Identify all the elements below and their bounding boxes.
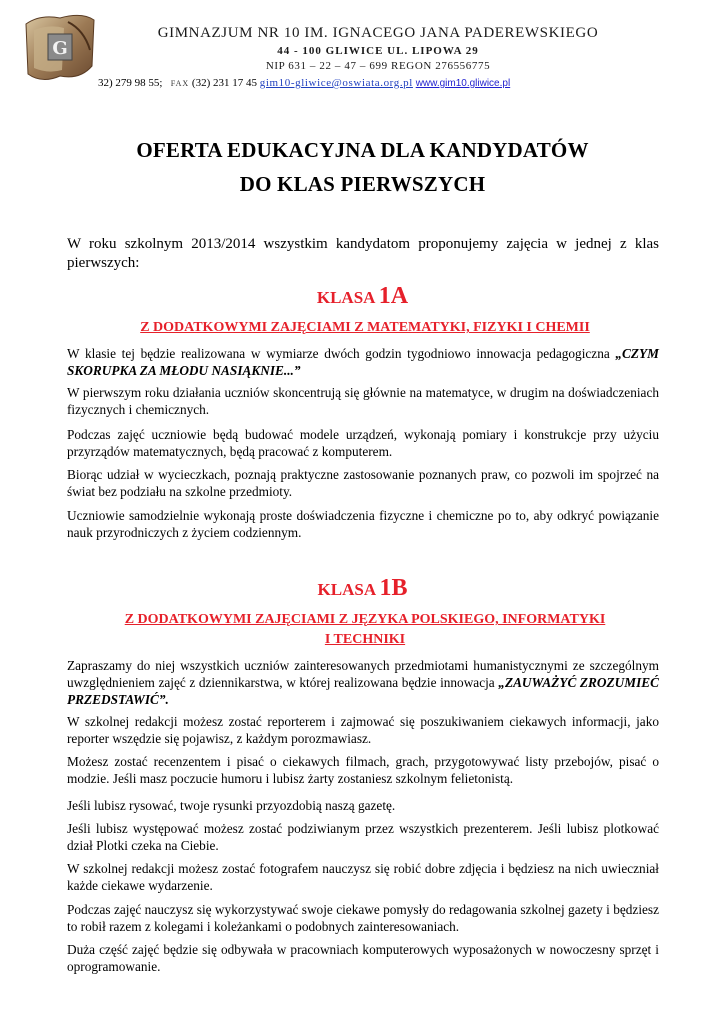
class-label: KLASA xyxy=(316,288,375,307)
website-link[interactable]: www.gim10.gliwice.pl xyxy=(415,78,511,89)
subtitle-line-1: Z DODATKOWYMI ZAJĘCIAMI Z JĘZYKA POLSKIEGO, INFORMATYKI xyxy=(124,612,606,627)
class-1a-paragraph-4: Biorąc udział w wycieczkach, poznają praktyczne zastosowanie poznanych praw, co pozwoli im spojrzeć na świat bez podziału na szkolne przedmioty. xyxy=(67,467,659,499)
school-name: GIMNAZJUM NR 10 IM. IGNACEGO JANA PADEREWSKIEGO xyxy=(157,25,599,41)
class-1b-paragraph-7: Podczas zajęć nauczysz się wykorzystywać swoje ciekawe pomysły do redagowania szkolnej gazety i będziesz to robił razem z kolegami i koleżankami o podobnych zainteresowaniach. xyxy=(67,902,659,934)
class-1a-paragraph-2: W pierwszym roku działania uczniów skoncentrują się głównie na matematyce, w drugim na doświadczeniach fizycznych i chemicznych. xyxy=(67,385,659,417)
class-1b-subtitle xyxy=(70,610,660,650)
page-title-line-1: OFERTA EDUKACYJNA DLA KANDYDATÓW xyxy=(136,138,589,162)
class-number: 1A xyxy=(378,283,409,309)
fax-label: FAX xyxy=(170,79,190,88)
innovation-name: „ZAUWAŻYĆ ZROZUMIEĆ PRZEDSTAWIĆ”. xyxy=(67,675,659,707)
subtitle-line-2: I TECHNIKI xyxy=(324,632,406,647)
class-label: KLASA xyxy=(317,580,376,599)
intro-paragraph: W roku szkolnym 2013/2014 wszystkim kandydatom proponujemy zajęcia w jednej z klas pierwszych: xyxy=(67,236,659,271)
class-1a-heading xyxy=(0,283,725,310)
class-1a-paragraph-3: Podczas zajęć uczniowie będą budować modele urządzeń, wykonają pomiary i konstrukcje przy użyciu przyrządów matematycznych, będą pracować z komputerem. xyxy=(67,427,659,459)
contact-line xyxy=(98,77,668,89)
class-1a-subtitle: Z DODATKOWYMI ZAJĘCIAMI Z MATEMATYKI, FIZYKI I CHEMII xyxy=(140,320,590,335)
class-1b-paragraph-2: W szkolnej redakcji możesz zostać reporterem i zajmować się poszukiwaniem ciekawych informacji, jako reporter wszędzie się pojawisz, z każdym porozmawiasz. xyxy=(67,714,659,746)
fax: (32) 231 17 45 xyxy=(191,77,257,89)
svg-text:G: G xyxy=(52,38,68,59)
class-1b-paragraph-1 xyxy=(67,657,659,708)
paragraph-text: Zapraszamy do niej wszystkich uczniów zainteresowanych przedmiotami humanistycznymi ze szczególnym uwzględnieniem zajęć z dziennikarstwa, w której realizowana będzie innowacja xyxy=(67,658,659,690)
class-1a-paragraph-5: Uczniowie samodzielnie wykonają proste doświadczenia fizyczne i chemiczne po to, aby odkryć powiązanie nauk przyrodniczych z życiem codziennym. xyxy=(67,508,659,540)
email-link[interactable]: gim10-gliwice@oswiata.org.pl xyxy=(259,77,413,89)
class-1b-paragraph-5: Jeśli lubisz występować możesz zostać podziwianym przez wszystkich prezenterem. Jeśli lubisz plotkować dział Plotki czeka na Ciebie. xyxy=(67,821,659,853)
class-number: 1B xyxy=(379,575,408,601)
class-1b-paragraph-4: Jeśli lubisz rysować, twoje rysunki przyozdobią naszą gazetę. xyxy=(67,798,396,813)
class-1b-paragraph-6: W szkolnej redakcji możesz zostać fotografem nauczysz się robić dobre zdjęcia i będziesz na nich uwieczniał każde ciekawe wydarzenie. xyxy=(67,861,659,893)
class-1b-heading xyxy=(0,575,725,602)
page-title-line-2: DO KLAS PIERWSZYCH xyxy=(239,172,486,196)
nip-regon: NIP 631 – 22 – 47 – 699 REGON 276556775 xyxy=(265,60,491,72)
school-address: 44 - 100 GLIWICE UL. LIPOWA 29 xyxy=(277,45,479,57)
innovation-name: „CZYM SKORUPKA ZA MŁODU NASIĄKNIE...” xyxy=(67,346,659,378)
class-1b-paragraph-3: Możesz zostać recenzentem i pisać o ciekawych filmach, grach, przygotowywać listy przebojów, pisać o modzie. Jeśli masz poczucie humoru i lubisz żarty zostaniesz szkolnym felietonistą. xyxy=(67,754,659,786)
phone: 32) 279 98 55; xyxy=(98,77,163,89)
class-1a-paragraph-1 xyxy=(67,345,659,379)
class-1b-paragraph-8: Duża część zajęć będzie się odbywała w pracowniach komputerowych wyposażonych w nowoczesny sprzęt i oprogramowanie. xyxy=(67,942,659,974)
school-logo-icon xyxy=(20,10,100,88)
paragraph-text: W klasie tej będzie realizowana w wymiarze dwóch godzin tygodniowo innowacja pedagogiczna xyxy=(67,346,616,361)
